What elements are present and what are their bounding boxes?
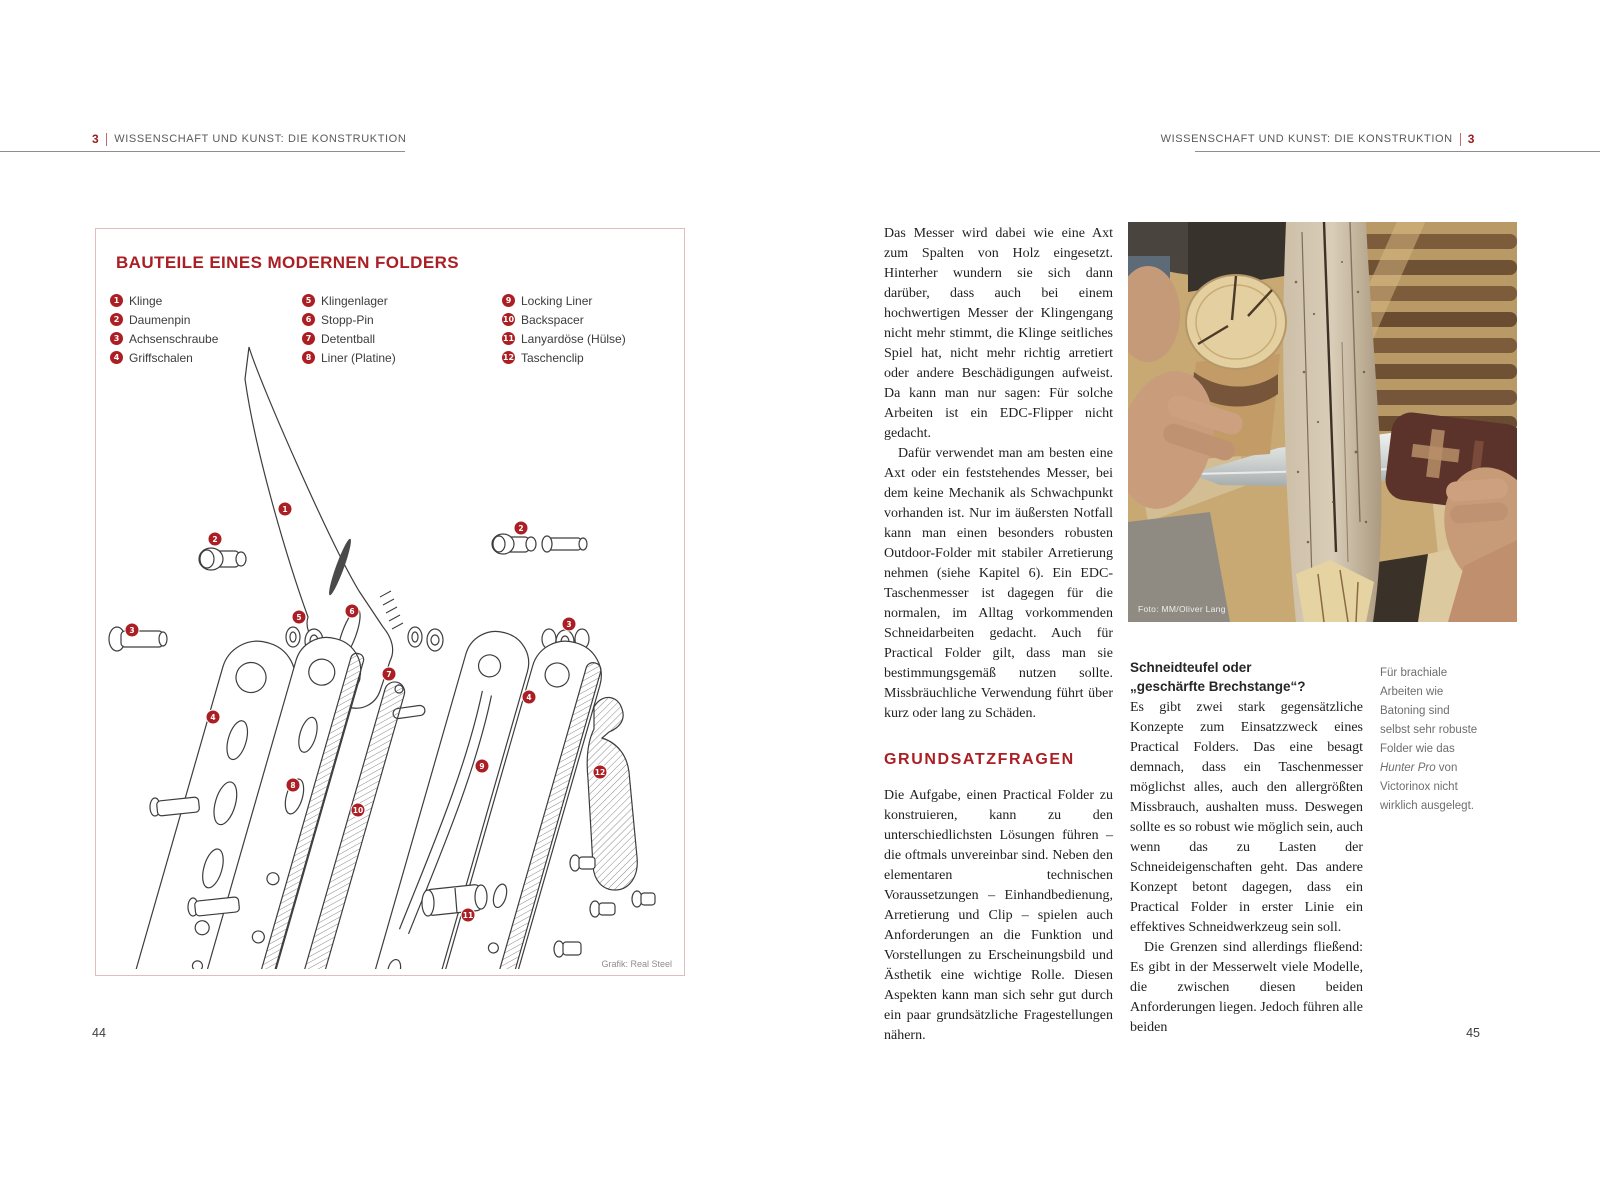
legend-label: Daumenpin (129, 312, 191, 327)
parts-figure-box (95, 228, 685, 976)
center-log (1283, 222, 1381, 622)
diagram-badge-number: 9 (479, 761, 485, 771)
legend-label: Klinge (129, 293, 163, 308)
legend-item (302, 310, 502, 329)
figure-credit: Grafik: Real Steel (601, 959, 672, 969)
legend-label: Stopp-Pin (321, 312, 374, 327)
figure-title: BAUTEILE EINES MODERNEN FOLDERS (116, 253, 459, 272)
photo-credit: Foto: MM/Oliver Lang (1138, 604, 1226, 614)
batoning-photo (1128, 222, 1517, 622)
paragraph: Dafür verwendet man am besten eine Axt oder ein feststehendes Messer, bei dem keine Mechanik als Schwachpunkt vorhanden ist. Nur im äußersten Notfall kann man einen besonders robusten Outdoor-Folder mit stabiler Arretierung nehmen (siehe Kapitel 6). Ein EDC-Taschenmesser ist dagegen für die normalen, im Alltag vorkommenden Schneidarbeiten gedacht. Auch für Practical Folder gilt, dass man sie bestimmungsgemäß nutzen sollte. Missbräuchliche Verwendung führt über kurz oder lang zu Schäden. (884, 446, 1113, 721)
diagram-badge-number: 11 (462, 910, 474, 920)
legend-number-badge: 4 (110, 351, 123, 364)
left-header-rule (0, 151, 405, 152)
exploded-knife-diagram (97, 339, 683, 969)
body-column-2 (1130, 658, 1363, 1038)
legend-number-badge: 8 (302, 351, 315, 364)
legend-item (302, 291, 502, 310)
legend-number-badge: 11 (502, 334, 515, 343)
subsection-heading-line2: „geschärfte Brechstange“? (1130, 679, 1306, 694)
section-heading: GRUNDSATZFRAGEN (884, 751, 1075, 768)
legend-label: Locking Liner (521, 293, 593, 308)
left-running-head (92, 132, 406, 146)
legend-label: Lanyardöse (Hülse) (521, 331, 626, 346)
paragraph: Das Messer wird dabei wie eine Axt zum Spalten von Holz eingesetzt. Hinterher wundern sie sich dann darüber, dass auch bei einem hochwertigen Messer der Klingengang nicht mehr stimmt, die Klinge seitliches Spiel hat, nicht mehr richtig arretiert oder andere Beschädigungen aufweist. Da kann man nur sagen: Für solche Arbeiten ist ein EDC-Flipper nicht gedacht. (884, 226, 1113, 441)
legend-number-badge: 5 (302, 294, 315, 307)
pivot-screw-right (542, 536, 587, 552)
diagram-badge-number: 7 (386, 669, 392, 679)
paragraph: Es gibt zwei stark gegensätzliche Konzepte zum Einsatzzweck eines Practical Folders. Das eine besagt demnach, dass ein Taschenmesser möglichst alles, auch den allergrößten Missbrauch, aushalten muss. Deswegen sollte es so robust wie möglich sein, auch wenn das zu Lasten der Schneideigenschaften geht. Das andere Konzept betont dagegen, dass ein Practical Folder in erster Linie ein effektives Schneidwerkzeug sein soll. (1130, 700, 1363, 935)
diagram-badge-number: 6 (349, 606, 355, 616)
legend-item (110, 310, 302, 329)
diagram-badge-number: 4 (210, 712, 216, 722)
legend-number-badge: 6 (302, 313, 315, 326)
diagram-badge-number: 3 (566, 619, 572, 629)
margin-note-text: von Victorinox nicht wirklich ausgelegt. (1380, 762, 1474, 812)
legend-number-badge: 3 (110, 332, 123, 345)
legend-label: Griffschalen (129, 350, 193, 365)
diagram-badge-number: 12 (594, 767, 606, 777)
legend-number-badge: 7 (302, 332, 315, 345)
diagram-badge-number: 1 (282, 504, 288, 514)
right-chapter-number: 3 (1467, 132, 1475, 146)
diagram-badge-number: 2 (212, 534, 218, 544)
left-page-number: 44 (92, 1026, 106, 1040)
diagram-badge-number: 4 (526, 692, 532, 702)
legend-item (502, 310, 684, 329)
legend-number-badge: 9 (502, 294, 515, 307)
subsection-heading (1130, 658, 1363, 696)
legend-number-badge: 2 (110, 313, 123, 326)
legend-item (502, 291, 684, 310)
legend-number-badge: 1 (110, 294, 123, 307)
legend-label: Klingenlager (321, 293, 388, 308)
right-running-head (1150, 132, 1475, 146)
diagram-badge-number: 10 (352, 805, 364, 815)
legend-number-badge: 12 (502, 353, 515, 362)
body-column-1 (884, 224, 1113, 1046)
paragraph: Die Grenzen sind allerdings fließend: Es gibt in der Messerwelt viele Modelle, die zwischen diesen beiden Anforderungen liegen. Jedoch führen alle beiden (1130, 940, 1363, 1035)
legend-label: Achsenschraube (129, 331, 219, 346)
margin-note-italic: Hunter Pro (1380, 762, 1436, 774)
legend-item (110, 291, 302, 310)
left-running-head-title: WISSENSCHAFT UND KUNST: DIE KONSTRUKTION (114, 133, 407, 145)
right-page-number: 45 (1466, 1026, 1480, 1040)
right-header-rule (1195, 151, 1600, 152)
margin-note-text: Für brachiale Arbeiten wie Batoning sind selbst sehr robuste Folder wie das (1380, 667, 1478, 755)
batoning-photo-art (1128, 222, 1517, 622)
legend-label: Detentball (321, 331, 376, 346)
diagram-badge-number: 8 (290, 780, 296, 790)
diagram-badge-number: 5 (296, 612, 302, 622)
paragraph: Die Aufgabe, einen Practical Folder zu konstruieren, kann zu den unterschiedlichsten Lösungen führen – die oftmals unvereinbar sind. Neben den elementaren technischen Voraussetzungen – Einhandbedienung, Arretierung und Clip – spielen auch Anforderungen an die Funktion und Vorstellungen zu Erscheinungsbild und Ästhetik eine wichtige Rolle. Diesen Aspekten kann man sich sehr gut durch ein paar grundsätzliche Fragestellungen nähern. (884, 788, 1113, 1043)
legend-label: Backspacer (521, 312, 584, 327)
legend-label: Liner (Platine) (321, 350, 396, 365)
legend-number-badge: 10 (502, 315, 515, 324)
subsection-heading-line1: Schneidteufel oder (1130, 660, 1252, 675)
header-divider (106, 133, 107, 146)
right-running-head-title: WISSENSCHAFT UND KUNST: DIE KONSTRUKTION (1160, 133, 1453, 145)
thumb-pin-left (199, 548, 246, 570)
diagram-badge-number: 2 (518, 523, 524, 533)
thumb-pin-right (492, 534, 536, 554)
header-divider (1460, 133, 1461, 146)
margin-note (1380, 664, 1478, 816)
diagram-badge-number: 3 (129, 625, 135, 635)
left-chapter-number: 3 (92, 132, 100, 146)
legend-label: Taschenclip (521, 350, 584, 365)
knife-parts (109, 347, 655, 969)
